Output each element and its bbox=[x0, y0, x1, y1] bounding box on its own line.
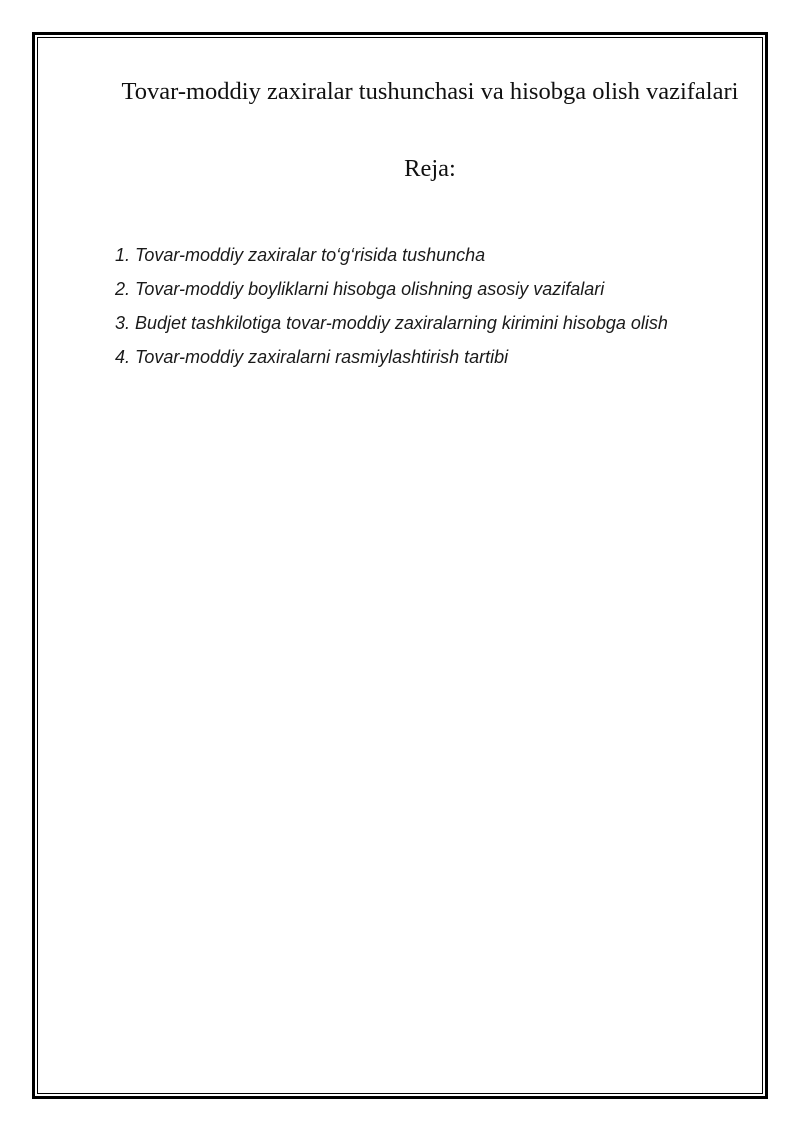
plan-item-3: 3. Budjet tashkilotiga tovar-moddiy zaxiralarning kirimini hisobga olish bbox=[115, 313, 668, 333]
plan-item-2: 2. Tovar-moddiy boyliklarni hisobga olishning asosiy vazifalari bbox=[115, 279, 605, 299]
plan-heading: Reja: bbox=[404, 155, 456, 182]
document-title: Tovar-moddiy zaxiralar tushunchasi va hisobga olish vazifalari bbox=[121, 78, 739, 105]
plan-item-1: 1. Tovar-moddiy zaxiralar to‘g‘risida tushuncha bbox=[115, 245, 486, 265]
page-border-inner bbox=[37, 37, 763, 1094]
plan-list bbox=[115, 243, 715, 379]
plan-item-4: 4. Tovar-moddiy zaxiralarni rasmiylashtirish tartibi bbox=[115, 347, 509, 367]
